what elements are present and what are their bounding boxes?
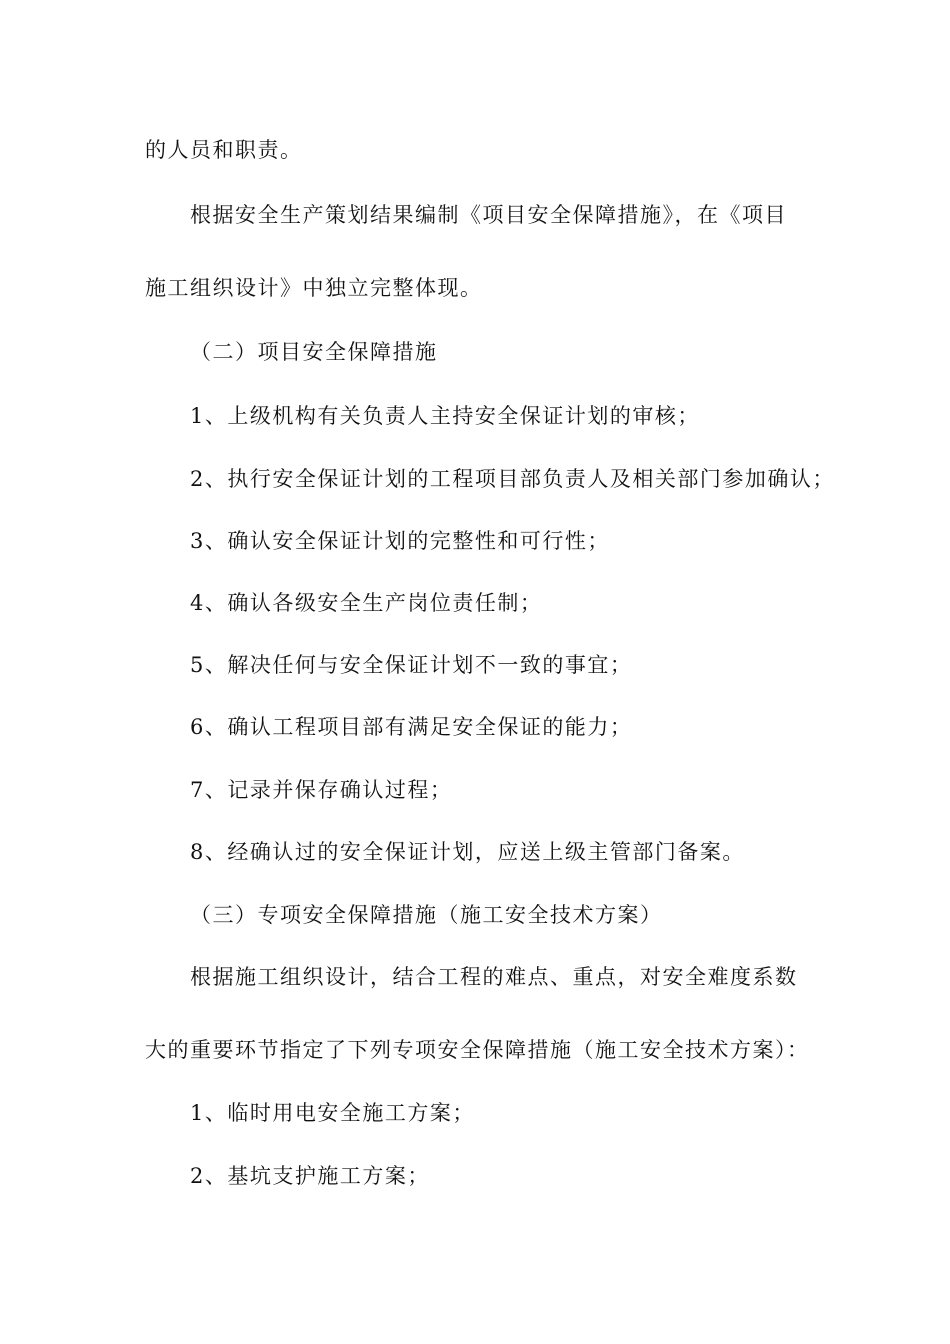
paragraph-line: 施工组织设计》中独立完整体现。 — [145, 276, 483, 300]
list-item: 6、确认工程项目部有满足安全保证的能力； — [190, 715, 633, 739]
list-item: 7、记录并保存确认过程； — [190, 778, 453, 802]
list-item: 1、临时用电安全施工方案； — [190, 1101, 475, 1125]
list-item: 5、解决任何与安全保证计划不一致的事宜； — [190, 653, 633, 677]
list-item: 1、上级机构有关负责人主持安全保证计划的审核； — [190, 404, 700, 428]
section-heading: （二）项目安全保障措施 — [190, 340, 438, 364]
list-item: 2、基坑支护施工方案； — [190, 1164, 430, 1188]
list-item: 2、执行安全保证计划的工程项目部负责人及相关部门参加确认； — [190, 467, 835, 491]
list-item: 4、确认各级安全生产岗位责任制； — [190, 591, 543, 615]
paragraph-line: 大的重要环节指定了下列专项安全保障措施（施工安全技术方案）： — [145, 1038, 810, 1062]
paragraph-line: 根据安全生产策划结果编制《项目安全保障措施》，在《项目 — [190, 203, 787, 227]
section-heading: （三）专项安全保障措施（施工安全技术方案） — [190, 903, 663, 927]
paragraph-line: 根据施工组织设计，结合工程的难点、重点，对安全难度系数 — [190, 965, 798, 989]
list-item: 8、经确认过的安全保证计划，应送上级主管部门备案。 — [190, 840, 745, 864]
list-item: 3、确认安全保证计划的完整性和可行性； — [190, 529, 610, 553]
text-line: 的人员和职责。 — [145, 138, 303, 162]
